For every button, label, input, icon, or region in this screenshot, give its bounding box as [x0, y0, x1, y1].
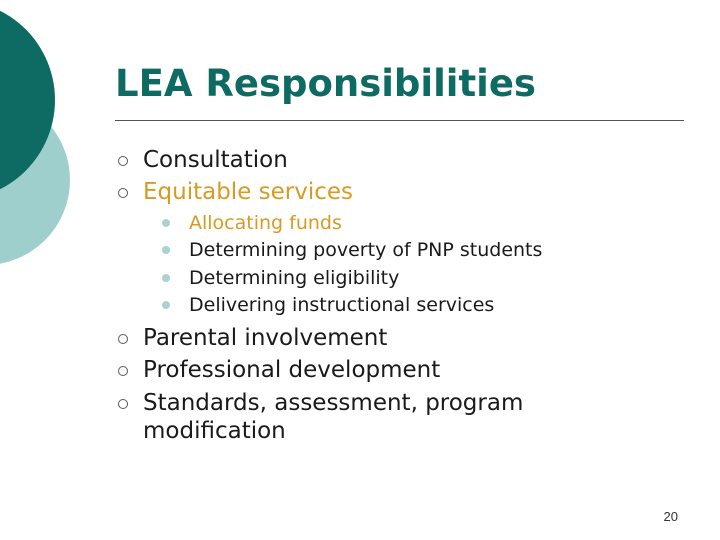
filled-circle-bullet-icon [162, 219, 170, 227]
filled-circle-bullet-icon [162, 301, 170, 309]
bullet-text: Parental involvement [143, 325, 388, 351]
bullet-text: Equitable services [143, 179, 354, 205]
bullet-text-continuation: modification [143, 418, 286, 444]
page-number: 20 [663, 509, 678, 524]
sub-bullet-text: Delivering instructional services [189, 294, 495, 316]
hollow-circle-bullet-icon [118, 156, 128, 166]
title-divider [115, 120, 684, 121]
slide-title: LEA Responsibilities [115, 62, 536, 105]
hollow-circle-bullet-icon [118, 366, 128, 376]
filled-circle-bullet-icon [162, 246, 170, 254]
filled-circle-bullet-icon [162, 274, 170, 282]
bullet-text: Standards, assessment, program [143, 390, 524, 416]
sub-bullet-text: Allocating funds [189, 212, 342, 234]
bullet-text: Consultation [143, 147, 288, 173]
sub-bullet-text: Determining eligibility [189, 267, 400, 289]
hollow-circle-bullet-icon [118, 334, 128, 344]
bullet-text: Professional development [143, 357, 441, 383]
sub-bullet-text: Determining poverty of PNP students [189, 239, 543, 261]
hollow-circle-bullet-icon [118, 188, 128, 198]
hollow-circle-bullet-icon [118, 399, 128, 409]
decorative-circles [0, 0, 80, 300]
